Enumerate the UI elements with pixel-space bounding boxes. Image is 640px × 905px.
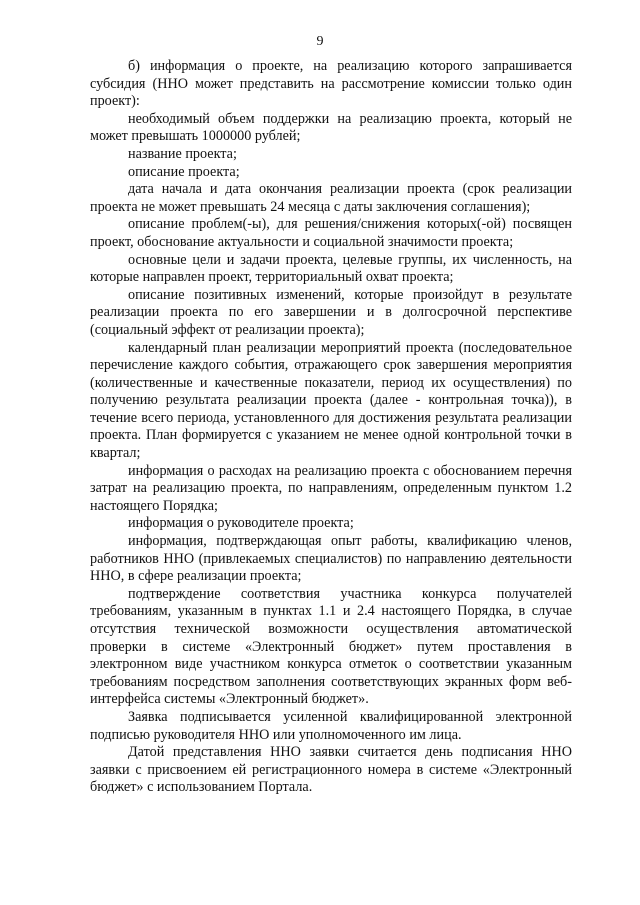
paragraph-problem-description: описание проблем(-ы), для решения/снижения которых(-ой) посвящен проект, обоснование актуальности и социальной значимости проекта; bbox=[90, 216, 572, 250]
paragraph-positive-changes: описание позитивных изменений, которые произойдут в результате реализации проекта по его завершении и в долгосрочной перспективе (социальный эффект от реализации проекта); bbox=[90, 286, 572, 338]
paragraph-submission-date: Датой представления ННО заявки считается день подписания ННО заявки с присвоением ей регистрационного номера в системе «Электронный бюджет» с использованием Портала. bbox=[90, 744, 572, 796]
paragraph-project-description: описание проекта; bbox=[128, 163, 240, 180]
paragraph-goals: основные цели и задачи проекта, целевые группы, их численность, на которые направлен проект, территориальный охват проекта; bbox=[90, 251, 572, 286]
paragraph-project-dates: дата начала и дата окончания реализации проекта (срок реализации проекта не может превышать 24 месяца с даты заключения соглашения); bbox=[90, 181, 572, 215]
paragraph-expenses: информация о расходах на реализацию проекта с обоснованием перечня затрат на реализацию проекта, по направлениям, определенным пунктом 1.2 настоящего Порядка; bbox=[90, 462, 572, 514]
paragraph-signature: Заявка подписывается усиленной квалифицированной электронной подписью руководителя ННО или уполномоченного им лица. bbox=[90, 708, 572, 743]
paragraph-compliance: подтверждение соответствия участника конкурса получателей требованиям, указанным в пунктах 1.1 и 2.4 настоящего Порядка, в случае отсутствия технической возможности осуществления автоматической проверки в системе «Электронный бюджет» путем проставления в электронном виде участником конкурса отметок о соответствии указанным требованиям посредством заполнения соответствующих экранных форм веб-интерфейса системы «Электронный бюджет». bbox=[90, 585, 572, 708]
document-body bbox=[90, 58, 572, 797]
paragraph-project-leader: информация о руководителе проекта; bbox=[128, 515, 354, 532]
paragraph-calendar-plan: календарный план реализации мероприятий проекта (последовательное перечисление каждого события, отражающего срок завершения мероприятия (количественные и качественные показатели, период их осуществления) по получению результата реализации проекта (далее - контрольная точка)), в течение всего периода, установленного для достижения результата реализации проекта. План формируется с указанием не менее одной контрольной точки в квартал; bbox=[90, 339, 572, 462]
paragraph-experience: информация, подтверждающая опыт работы, квалификацию членов, работников ННО (привлекаемых специалистов) по направлению деятельности ННО, в сфере реализации проекта; bbox=[90, 533, 572, 585]
page-number: 9 bbox=[316, 34, 324, 49]
paragraph-support-amount: необходимый объем поддержки на реализацию проекта, который не может превышать 1000000 рублей; bbox=[90, 110, 572, 145]
paragraph-project-info: б) информация о проекте, на реализацию которого запрашивается субсидия (ННО может представить на рассмотрение комиссии только один проект): bbox=[90, 58, 572, 110]
paragraph-project-name: название проекта; bbox=[128, 145, 237, 162]
